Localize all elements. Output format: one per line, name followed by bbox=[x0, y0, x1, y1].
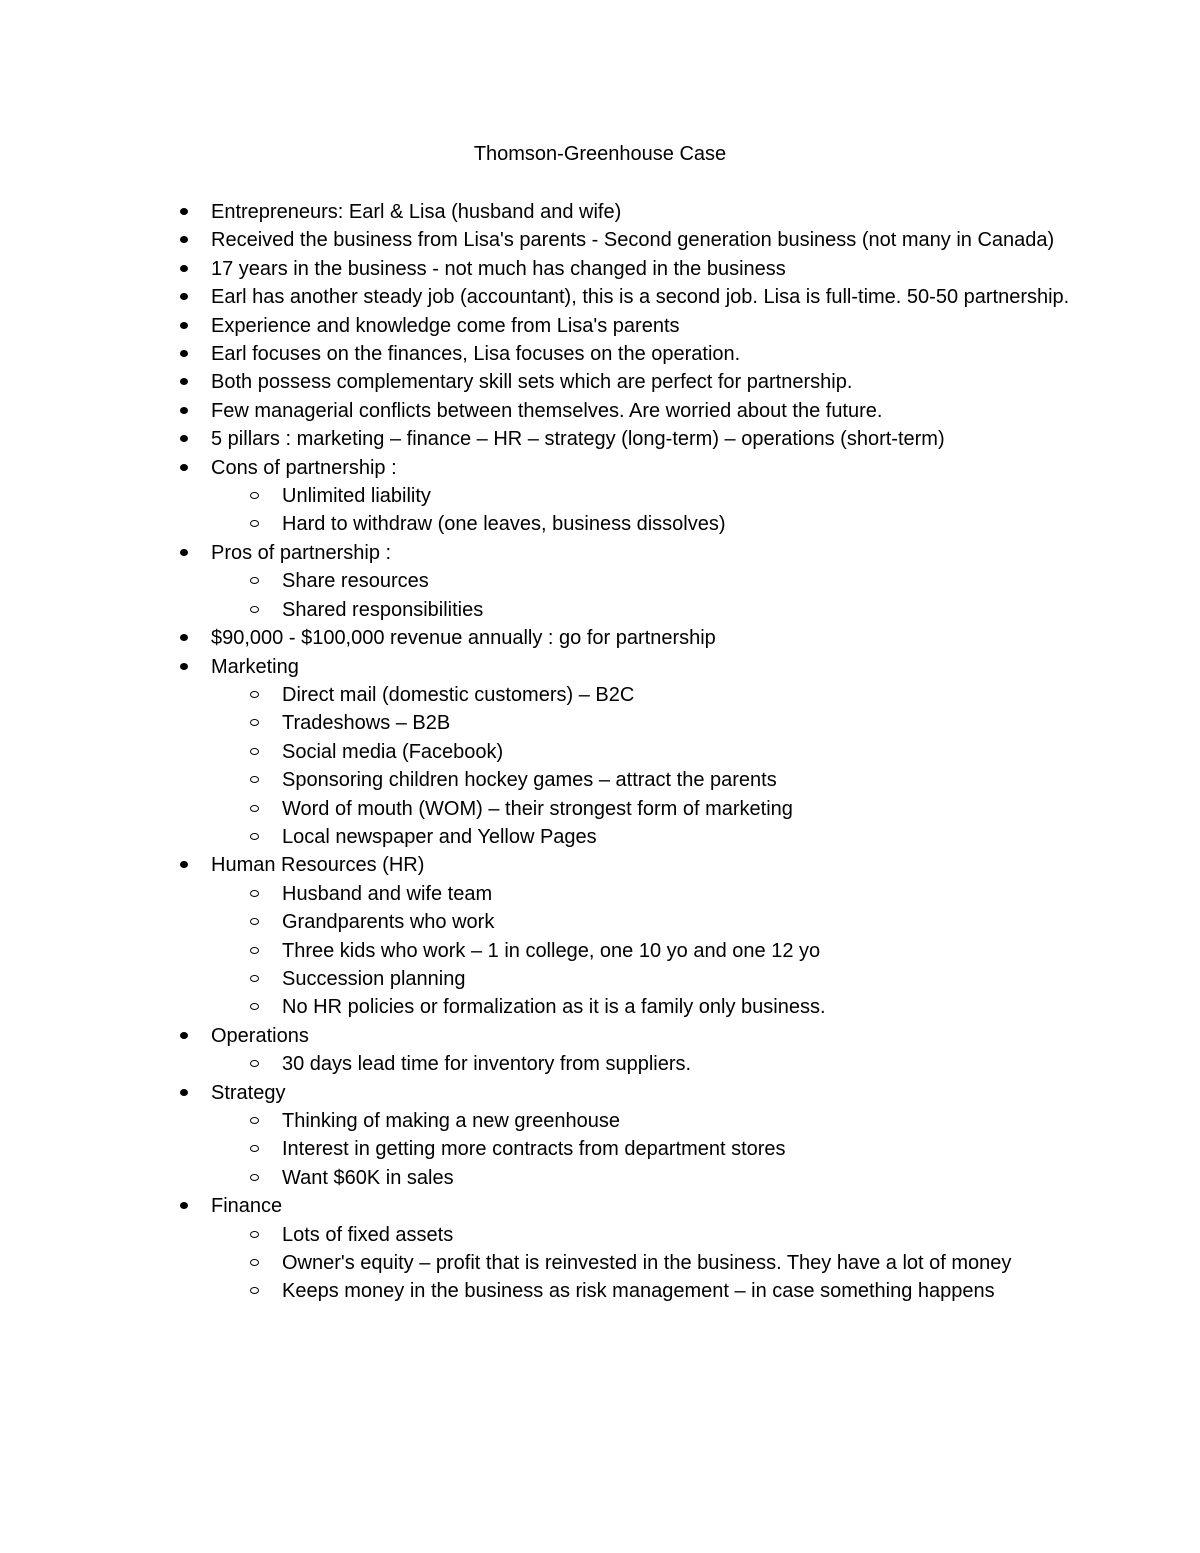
list-item bbox=[176, 539, 1076, 567]
bullet-circle-icon bbox=[250, 606, 259, 613]
sub-list-item bbox=[176, 1050, 1076, 1078]
bullet-circle-icon bbox=[250, 975, 259, 982]
bullet-circle-icon bbox=[250, 776, 259, 783]
bullet-disc-icon bbox=[180, 236, 188, 243]
bullet-disc-icon bbox=[180, 435, 188, 442]
bullet-circle-icon bbox=[250, 1003, 259, 1010]
bullet-circle-icon bbox=[250, 748, 259, 755]
list-item bbox=[176, 624, 1076, 652]
list-item-text: Share resources bbox=[282, 570, 429, 593]
list-item bbox=[176, 454, 1076, 482]
list-item-text: 5 pillars : marketing – finance – HR – strategy (long-term) – operations (short-term) bbox=[211, 428, 945, 451]
bullet-circle-icon bbox=[250, 833, 259, 840]
bullet-disc-icon bbox=[180, 208, 188, 215]
list-item bbox=[176, 397, 1076, 425]
list-item-text: Social media (Facebook) bbox=[282, 740, 504, 763]
bullet-disc-icon bbox=[180, 293, 188, 300]
list-item bbox=[176, 851, 1076, 879]
list-item-text: Experience and knowledge come from Lisa's parents bbox=[211, 314, 680, 337]
list-item-text: Earl focuses on the finances, Lisa focuses on the operation. bbox=[211, 343, 741, 366]
bullet-disc-icon bbox=[180, 464, 188, 471]
list-item-text: Earl has another steady job (accountant), this is a second job. Lisa is full-time. 50-50 partnership. bbox=[211, 286, 1070, 309]
sub-list-item bbox=[176, 1277, 1076, 1305]
sub-list-item bbox=[176, 880, 1076, 908]
list-item-text: Strategy bbox=[211, 1081, 286, 1104]
list-item-text: Sponsoring children hockey games – attract the parents bbox=[282, 769, 777, 792]
list-item bbox=[176, 312, 1076, 340]
sub-list-item bbox=[176, 738, 1076, 766]
bullet-circle-icon bbox=[250, 1060, 259, 1067]
bullet-circle-icon bbox=[250, 577, 259, 584]
bullet-circle-icon bbox=[250, 1231, 259, 1238]
list-item-text: Want $60K in sales bbox=[282, 1166, 454, 1189]
bullet-circle-icon bbox=[250, 691, 259, 698]
bullet-circle-icon bbox=[250, 1174, 259, 1181]
bullet-disc-icon bbox=[180, 1202, 188, 1209]
document-title: Thomson-Greenhouse Case bbox=[473, 143, 727, 165]
list-item-text: Entrepreneurs: Earl & Lisa (husband and wife) bbox=[211, 201, 622, 223]
sub-list-item bbox=[176, 823, 1076, 851]
bullet-circle-icon bbox=[250, 805, 259, 812]
sub-list-item bbox=[176, 937, 1076, 965]
list-item-text: Pros of partnership : bbox=[211, 541, 392, 564]
sub-list-item bbox=[176, 596, 1076, 624]
list-item-text: Thinking of making a new greenhouse bbox=[282, 1110, 620, 1132]
list-item bbox=[176, 1022, 1076, 1050]
bullet-circle-icon bbox=[250, 918, 259, 925]
bullet-circle-icon bbox=[250, 1117, 259, 1124]
list-item-text: Marketing bbox=[211, 655, 299, 678]
bullet-disc-icon bbox=[180, 1089, 188, 1096]
bullet-disc-icon bbox=[180, 1032, 188, 1039]
bullet-disc-icon bbox=[180, 861, 188, 868]
list-item bbox=[176, 368, 1076, 396]
bullet-disc-icon bbox=[180, 265, 188, 272]
list-item-text: Interest in getting more contracts from department stores bbox=[282, 1138, 786, 1161]
list-item-text: Cons of partnership : bbox=[211, 456, 397, 479]
sub-list-item bbox=[176, 510, 1076, 538]
list-item-text: Human Resources (HR) bbox=[211, 854, 425, 877]
list-item-text: 30 days lead time for inventory from suppliers. bbox=[282, 1053, 692, 1076]
list-item bbox=[176, 1079, 1076, 1107]
list-item-text: Owner's equity – profit that is reinvested in the business. They have a lot of money bbox=[282, 1252, 1012, 1275]
list-item bbox=[176, 1192, 1076, 1220]
sub-list-item bbox=[176, 567, 1076, 595]
bullet-circle-icon bbox=[250, 947, 259, 954]
sub-list-item bbox=[176, 1164, 1076, 1192]
list-item-text: Keeps money in the business as risk management – in case something happens bbox=[282, 1280, 995, 1303]
bullet-circle-icon bbox=[250, 890, 259, 897]
list-item-text: Direct mail (domestic customers) – B2C bbox=[282, 683, 635, 706]
sub-list-item bbox=[176, 993, 1076, 1021]
bullet-circle-icon bbox=[250, 1259, 259, 1266]
list-item bbox=[176, 425, 1076, 453]
list-item-text: Husband and wife team bbox=[282, 882, 493, 905]
list-item-text: Both possess complementary skill sets which are perfect for partnership. bbox=[211, 371, 853, 394]
list-item-text: Tradeshows – B2B bbox=[282, 712, 451, 735]
sub-list-item bbox=[176, 908, 1076, 936]
bullet-disc-icon bbox=[180, 322, 188, 329]
list-item-text: 17 years in the business - not much has changed in the business bbox=[211, 257, 786, 280]
bullet-disc-icon bbox=[180, 407, 188, 414]
list-item-text: Finance bbox=[211, 1195, 283, 1218]
list-item-text: Three kids who work – 1 in college, one 10 yo and one 12 yo bbox=[282, 939, 821, 962]
bullet-disc-icon bbox=[180, 549, 188, 556]
bullet-disc-icon bbox=[180, 350, 188, 357]
sub-list-item bbox=[176, 1107, 1076, 1135]
sub-list-item bbox=[176, 482, 1076, 510]
list-item-text: No HR policies or formalization as it is a family only business. bbox=[282, 996, 826, 1019]
bullet-circle-icon bbox=[250, 520, 259, 527]
list-item-text: Few managerial conflicts between themselves. Are worried about the future. bbox=[211, 399, 883, 422]
list-item-text: Succession planning bbox=[282, 967, 466, 990]
list-item-text: Unlimited liability bbox=[282, 485, 431, 508]
bullet-disc-icon bbox=[180, 378, 188, 385]
list-item-text: Local newspaper and Yellow Pages bbox=[282, 825, 597, 848]
sub-list-item bbox=[176, 795, 1076, 823]
bullet-disc-icon bbox=[180, 663, 188, 670]
bullet-circle-icon bbox=[250, 719, 259, 726]
list-item-text: Grandparents who work bbox=[282, 911, 495, 934]
list-item bbox=[176, 226, 1076, 254]
bullet-circle-icon bbox=[250, 1287, 259, 1294]
list-item-text: Word of mouth (WOM) – their strongest form of marketing bbox=[282, 797, 793, 820]
list-item-text: Hard to withdraw (one leaves, business dissolves) bbox=[282, 513, 726, 536]
list-item-text: $90,000 - $100,000 revenue annually : go for partnership bbox=[211, 627, 716, 650]
sub-list-item bbox=[176, 681, 1076, 709]
sub-list-item bbox=[176, 1221, 1076, 1249]
list-item bbox=[176, 198, 1076, 226]
sub-list-item bbox=[176, 1249, 1076, 1277]
list-item-text: Operations bbox=[211, 1024, 309, 1047]
bullet-circle-icon bbox=[250, 1145, 259, 1152]
sub-list-item bbox=[176, 709, 1076, 737]
list-item bbox=[176, 653, 1076, 681]
bullet-circle-icon bbox=[250, 492, 259, 499]
list-item-text: Lots of fixed assets bbox=[282, 1223, 454, 1246]
sub-list-item bbox=[176, 965, 1076, 993]
sub-list-item bbox=[176, 1135, 1076, 1163]
sub-list-item bbox=[176, 766, 1076, 794]
bullet-list bbox=[176, 198, 1076, 1306]
list-item-text: Received the business from Lisa's parents - Second generation business (not many in Canada) bbox=[211, 229, 1055, 252]
list-item bbox=[176, 340, 1076, 368]
list-item-text: Shared responsibilities bbox=[282, 598, 484, 621]
list-item bbox=[176, 283, 1076, 311]
bullet-disc-icon bbox=[180, 634, 188, 641]
list-item bbox=[176, 255, 1076, 283]
